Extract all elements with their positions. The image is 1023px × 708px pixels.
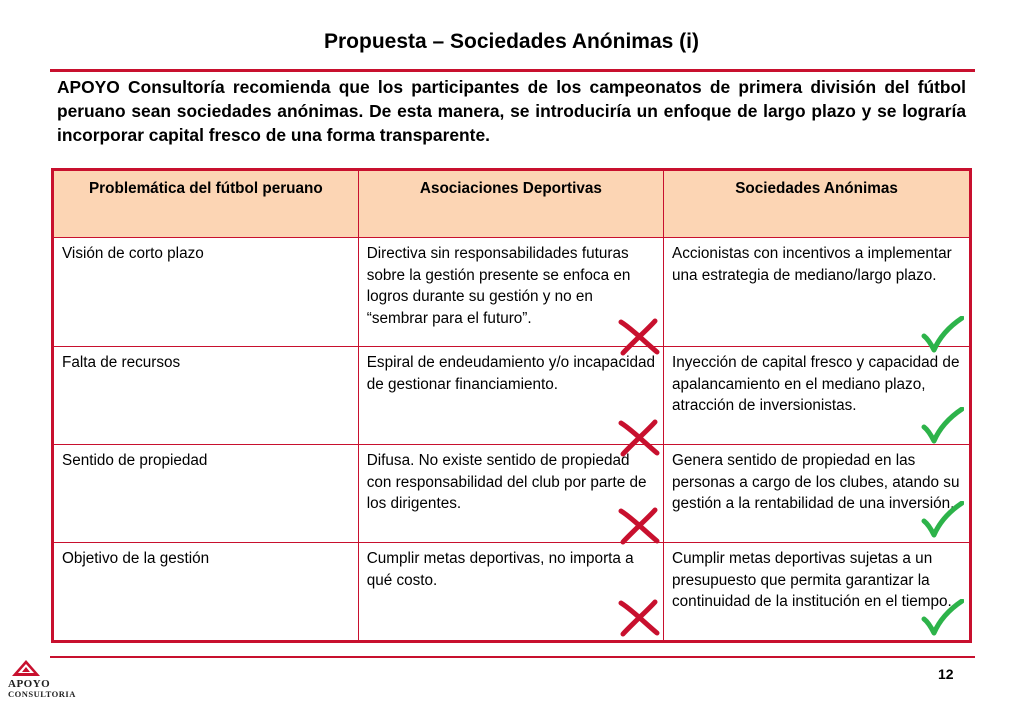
sociedades-cell (664, 543, 971, 642)
red-x-cross-icon (617, 599, 661, 637)
table-row (53, 238, 971, 347)
asociaciones-text: Espiral de endeudamiento y/o incapacidad de gestionar financiamiento. (366, 354, 656, 393)
problem-cell: Falta de recursos (53, 347, 359, 445)
asociaciones-text: Cumplir metas deportivas, no importa a qué costo. (366, 550, 634, 589)
sociedades-text: Genera sentido de propiedad en las personas a cargo de los clubes, atando su gestión a la rentabilidad de una inversión. (672, 452, 960, 512)
intro-paragraph: APOYO Consultoría recomienda que los participantes de los campeonatos de primera división del fútbol peruano sean sociedades anónimas. De esta manera, se introduciría un enfoque de largo plazo y se lograría incorporar capital fresco de una forma transparente. (57, 77, 966, 145)
sociedades-cell (664, 347, 971, 445)
table-header-row (53, 170, 971, 238)
green-checkmark-icon (920, 407, 964, 445)
asociaciones-text: Directiva sin responsabilidades futuras sobre la gestión presente se enfoca en logros durante su gestión y no en “sembrar para el futuro”. (366, 245, 631, 327)
footer-divider (50, 656, 975, 658)
asociaciones-cell (358, 347, 663, 445)
problem-cell: Objetivo de la gestión (53, 543, 359, 642)
sociedades-cell (664, 238, 971, 347)
asociaciones-cell (358, 543, 663, 642)
sociedades-text: Cumplir metas deportivas sujetas a un presupuesto que permita garantizar la continuidad de la institución en el tiempo. (672, 550, 952, 610)
green-checkmark-icon (920, 599, 964, 637)
comparison-table (51, 168, 972, 643)
title-divider (50, 69, 975, 72)
slide-title: Propuesta – Sociedades Anónimas (i) (324, 30, 699, 53)
logo-text-consultoria: CONSULTORIA (8, 689, 76, 699)
table-row (53, 543, 971, 642)
green-checkmark-icon (920, 501, 964, 539)
asociaciones-cell (358, 445, 663, 543)
header-problem: Problemática del fútbol peruano (53, 170, 359, 238)
table-row (53, 445, 971, 543)
sociedades-cell (664, 445, 971, 543)
problem-cell: Visión de corto plazo (53, 238, 359, 347)
table-row (53, 347, 971, 445)
asociaciones-text: Difusa. No existe sentido de propiedad con responsabilidad del club por parte de los dirigentes. (366, 452, 647, 512)
logo-text-apoyo: APOYO (8, 678, 51, 690)
problem-cell: Sentido de propiedad (53, 445, 359, 543)
sociedades-text: Accionistas con incentivos a implementar una estrategia de mediano/largo plazo. (672, 245, 952, 284)
header-asociaciones: Asociaciones Deportivas (358, 170, 663, 238)
page-number: 12 (938, 666, 954, 682)
header-sociedades: Sociedades Anónimas (664, 170, 971, 238)
red-x-cross-icon (617, 507, 661, 545)
asociaciones-cell (358, 238, 663, 347)
sociedades-text: Inyección de capital fresco y capacidad de apalancamiento en el mediano plazo, atracción de inversionistas. (672, 354, 960, 414)
